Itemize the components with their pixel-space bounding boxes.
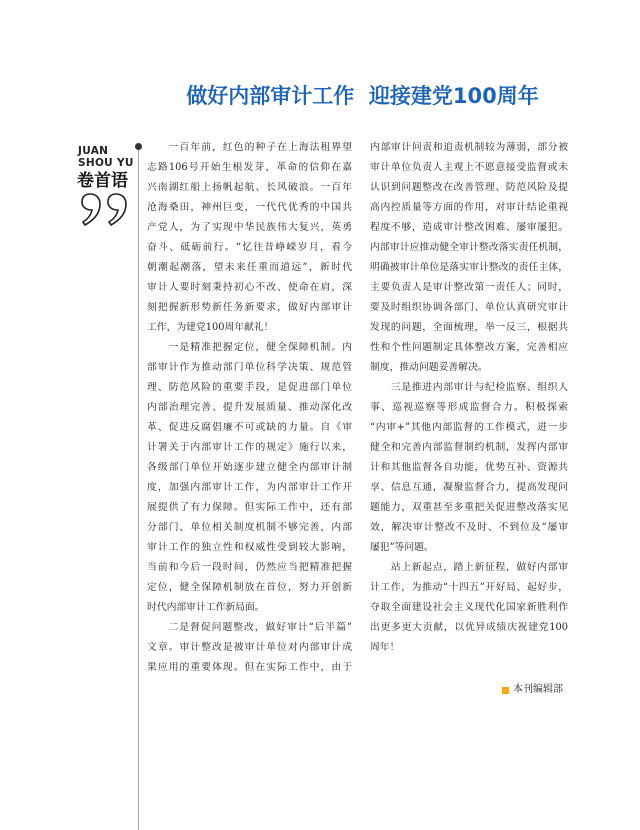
text-line: 性和个性问题制定具体整改方案，完善相应 [370, 342, 568, 353]
text-column-right [370, 138, 568, 658]
text-line: 朝潮起潮落，望未来任重而道远”，新时代 [147, 262, 352, 273]
text-line: 产党人，为了实现中华民族伟大复兴，英勇 [147, 222, 352, 233]
text-line: 革、促进反腐倡廉不可或缺的力量。自《审 [147, 422, 352, 433]
text-column-left [147, 138, 352, 678]
text-line: 部审计作为推动部门单位科学决策、规范管 [147, 362, 352, 373]
closing-quote-icon [80, 193, 132, 227]
text-line: 时代内部审计工作新局面。 [147, 602, 265, 613]
text-line: 享、信息互通，凝聚监督合力，提高发现问 [370, 482, 568, 493]
text-line: 审计人要时刻秉持初心不改、使命在肩，深 [147, 282, 352, 293]
text-line: 各级部门单位开始逐步建立健全内部审计制 [147, 462, 352, 473]
text-line: 效，解决审计整改不及时、不到位及“屡审 [370, 522, 568, 533]
text-line: 一百年前，红色的种子在上海法租界望 [147, 142, 352, 153]
text-line: 沧海桑田，神州巨变，一代代优秀的中国共 [147, 202, 352, 213]
text-line: 分部门、单位相关制度机制不够完善，内部 [147, 522, 352, 533]
sidebar-divider [138, 146, 139, 830]
text-line: 二是督促问题整改，做好审计“后半篇” [147, 622, 352, 633]
text-line: 兴南湖红船上扬帆起航、长风破浪。一百年 [147, 182, 352, 193]
text-line: 出更多更大贡献，以优异成绩庆祝建党100 [370, 622, 568, 633]
text-line: 刻把握新形势新任务新要求，做好内部审计 [147, 302, 352, 313]
text-line: 内部审计问责和追责机制较为薄弱，部分被 [370, 142, 568, 153]
text-line: 主要负责人是审计整改第一责任人；同时， [370, 282, 568, 293]
text-line: 当前和今后一段时间，仍然应当把精准把握 [147, 562, 352, 573]
author-signature: 本刊编辑部 [513, 684, 563, 695]
text-line: 程度不够，造成审计整改困难、屡审屡犯。 [370, 222, 568, 233]
text-line: 文章。审计整改是被审计单位对内部审计成 [147, 642, 352, 653]
text-line: 夺取全面建设社会主义现代化国家新胜利作 [370, 602, 568, 613]
section-pinyin-line-2: SHOU YU [78, 157, 134, 169]
text-line: 健全和完善内部监督制约机制，发挥内部审 [370, 442, 568, 453]
text-line: “内审+”其他内部监督的工作模式，进一步 [370, 422, 568, 433]
divider-dot [135, 143, 142, 150]
text-line: 要及时组织协调各部门、单位认真研究审计 [370, 302, 568, 313]
page-title: 做好内部审计工作 迎接建党100周年 [186, 84, 539, 108]
text-line: 定位，健全保障机制放在首位，努力开创新 [147, 582, 352, 593]
text-line: 计工作，为推动“十四五”开好局、起好步， [370, 582, 568, 593]
text-line: 站上新起点，踏上新征程，做好内部审 [370, 562, 568, 573]
text-line: 高内控质量等方面的作用，对审计结论重视 [370, 202, 568, 213]
text-line: 工作，为建党100周年献礼！ [147, 322, 274, 333]
text-line: 审计单位负责人主观上不愿意接受监督或未 [370, 162, 568, 173]
section-name: 卷首语 [77, 171, 128, 191]
text-line: 果应用的重要体现。但在实际工作中，由于 [147, 662, 352, 673]
text-line: 展提供了有力保障。但实际工作中，还有部 [147, 502, 352, 513]
text-line: 审计工作的独立性和权威性受到较大影响， [147, 542, 352, 553]
text-line: 三是推进内部审计与纪检监察、组织人 [370, 382, 568, 393]
text-line: 题能力，双重甚至多重把关促进整改落实见 [370, 502, 568, 513]
square-bullet-icon [502, 687, 509, 694]
text-line: 奋斗、砥砺前行。“忆往昔峥嵘岁月，看今 [147, 242, 352, 253]
text-line: 屡犯”等问题。 [370, 542, 434, 553]
text-line: 发现的问题，全面梳理，举一反三，根据共 [370, 322, 568, 333]
text-line: 理、防范风险的重要手段，是促进部门单位 [147, 382, 352, 393]
text-line: 志路106号开始生根发芽，革命的信仰在嘉 [147, 162, 352, 173]
text-line: 内部审计应推动健全审计整改落实责任机制， [370, 242, 568, 253]
text-line: 计和其他监督各自功能，优势互补、资源共 [370, 462, 568, 473]
text-line: 事、巡视巡察等形成监督合力。积极探索 [370, 402, 568, 413]
text-line: 一是精准把握定位，健全保障机制。内 [147, 342, 352, 353]
text-line: 明确被审计单位是落实审计整改的责任主体， [370, 262, 568, 273]
text-line: 制度，推动问题妥善解决。 [370, 362, 488, 373]
text-line: 内部治理完善、提升发展质量、推动深化改 [147, 402, 352, 413]
text-line: 认识到问题整改在改善管理、防范风险及提 [370, 182, 568, 193]
section-pinyin-line-1: JUAN [78, 145, 109, 157]
text-line: 度，加强内部审计工作，为内部审计工作开 [147, 482, 352, 493]
text-line: 计署关于内部审计工作的规定》施行以来， [147, 442, 352, 453]
text-line: 周年！ [370, 642, 400, 653]
